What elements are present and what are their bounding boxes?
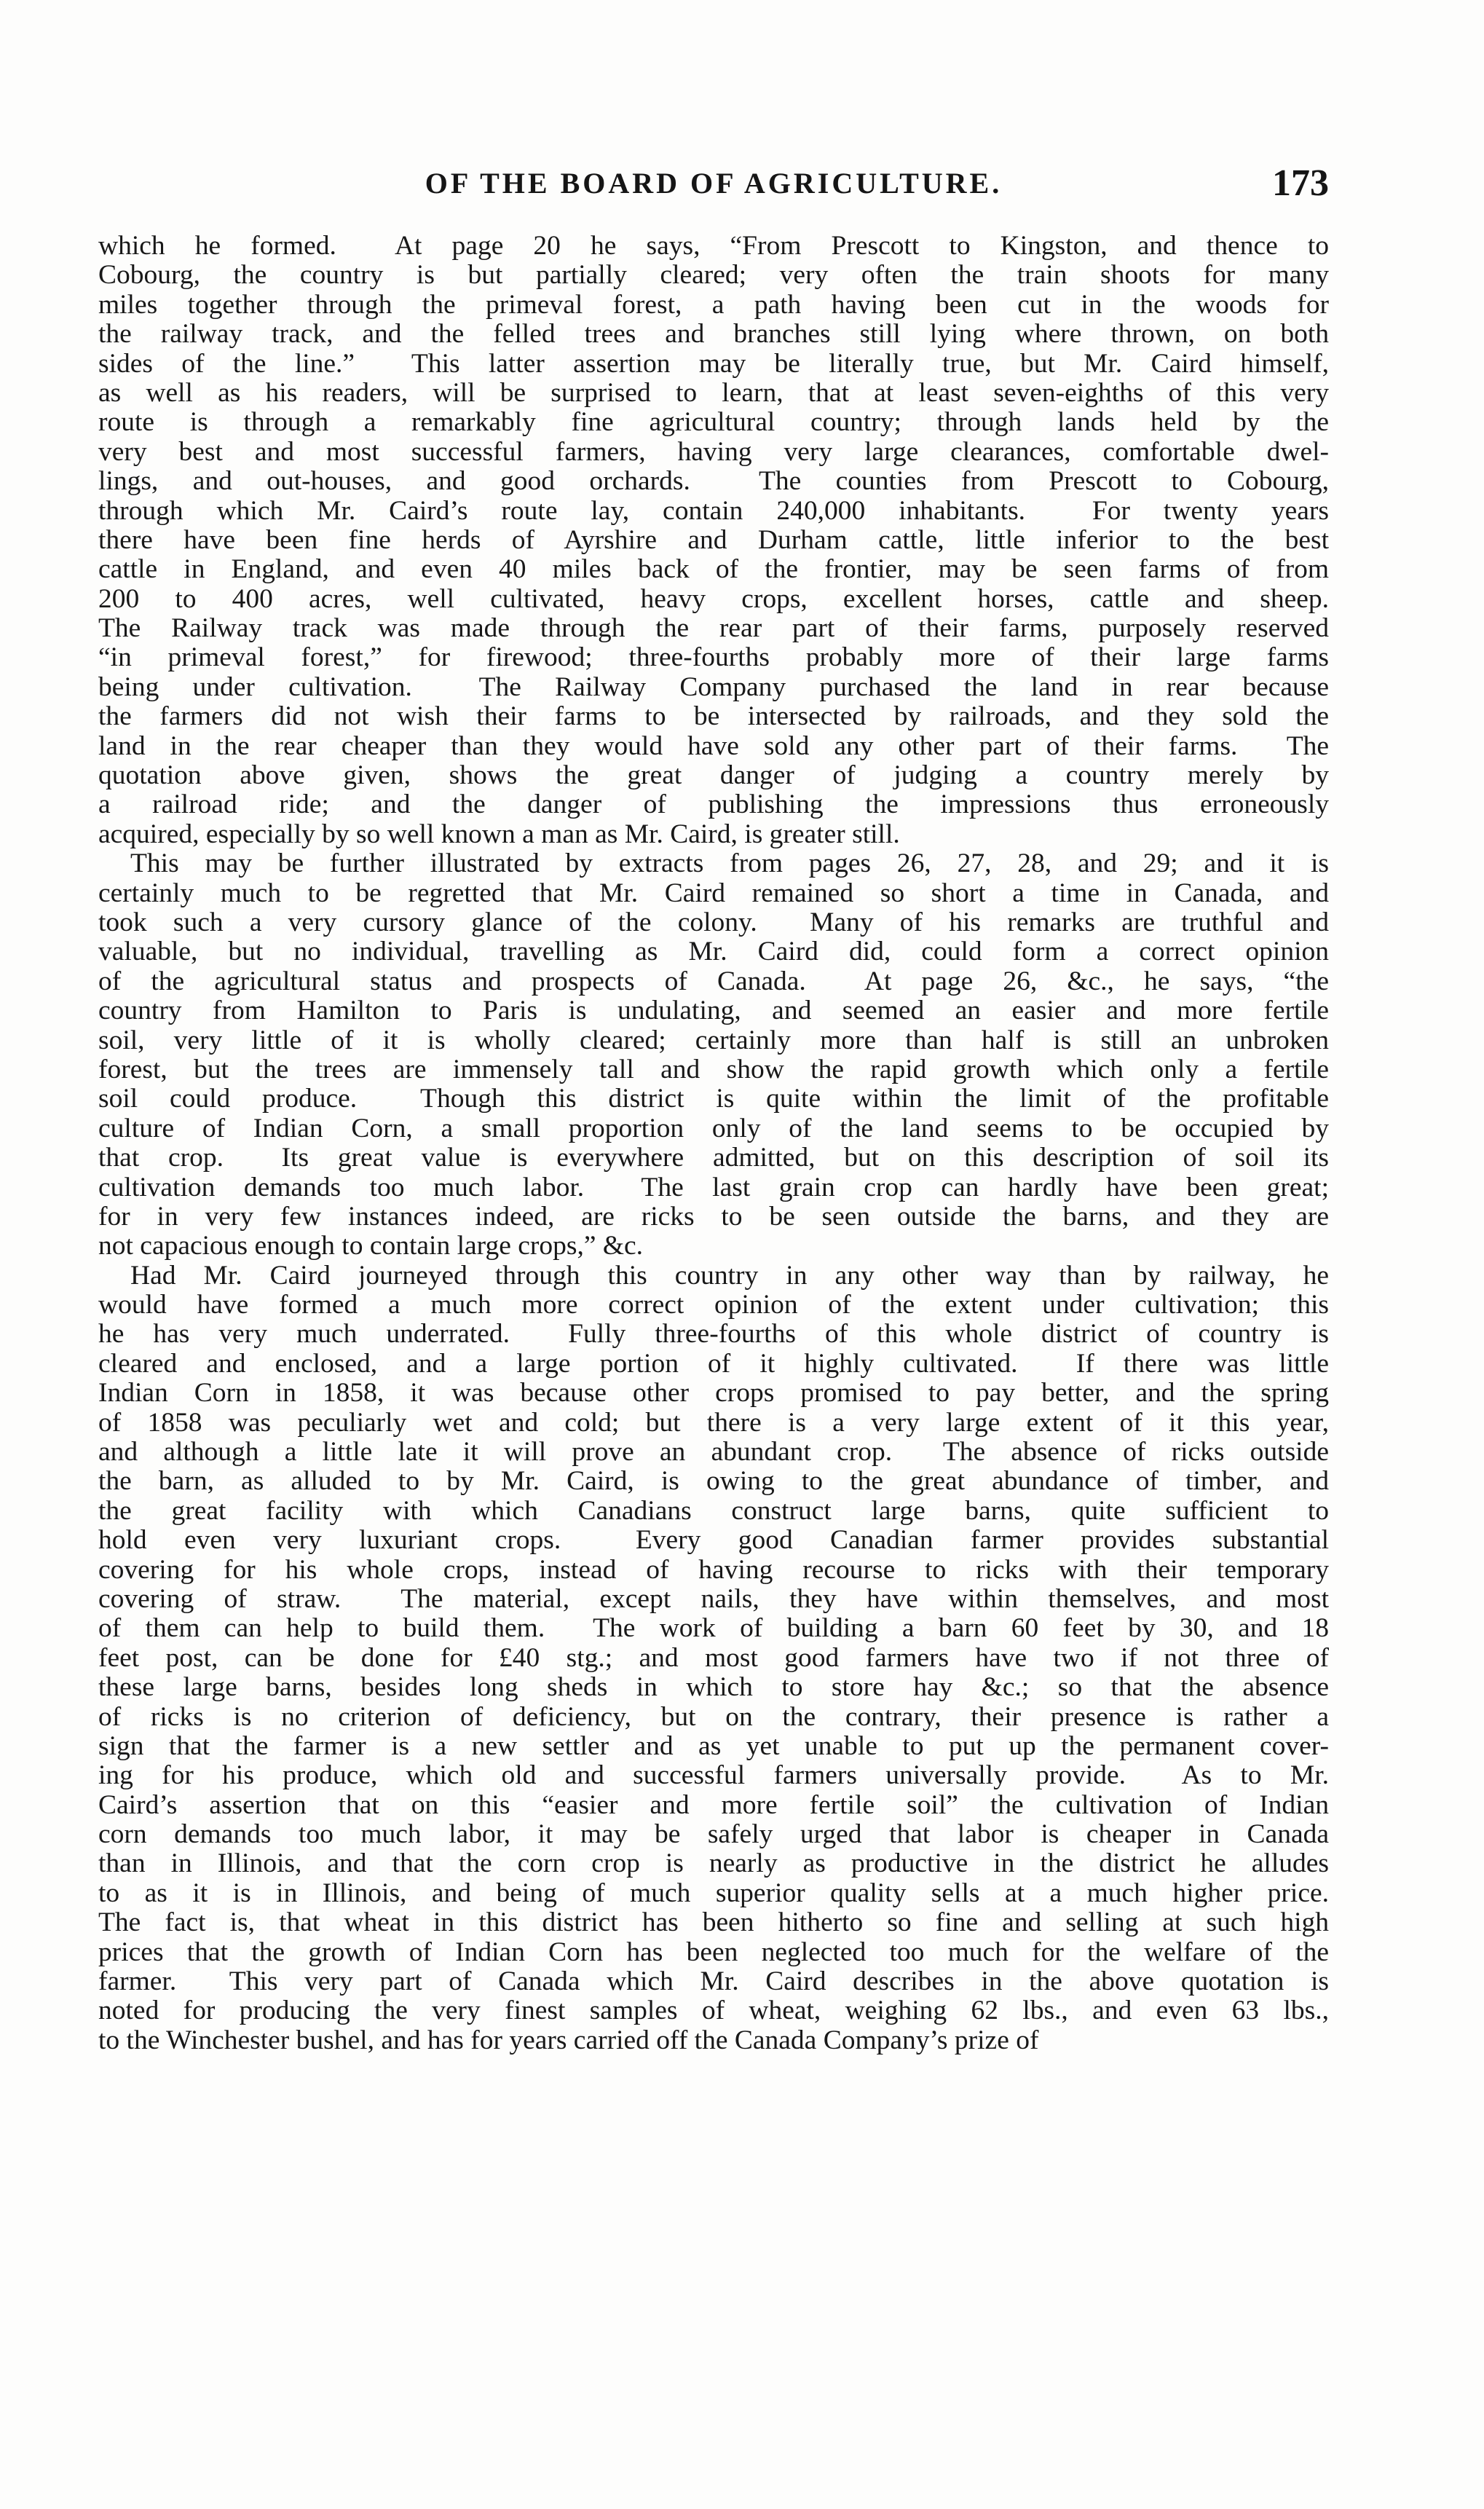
text-line: feet post, can be done for £40 stg.; and most good farmers have two if not three of (98, 1642, 1329, 1673)
text-line: and although a little late it will prove an abundant crop. The absence of ricks outside (98, 1437, 1329, 1468)
paragraph (98, 1261, 1329, 2056)
text-line: soil, very little of it is wholly cleared; certainly more than half is still an unbroken (98, 1025, 1329, 1055)
text-line: noted for producing the very finest samples of wheat, weighing 62 lbs., and even 63 lbs., (98, 1996, 1329, 2026)
text-line: the barn, as alluded to by Mr. Caird, is owing to the great abundance of timber, and (98, 1466, 1329, 1497)
text-line: through which Mr. Caird’s route lay, contain 240,000 inhabitants. For twenty years (98, 495, 1329, 526)
text-line: This may be further illustrated by extracts from pages 26, 27, 28, and 29; and it is (130, 848, 1329, 879)
text-line: very best and most successful farmers, having very large clearances, comfortable dwel- (98, 436, 1329, 467)
text-line: certainly much to be regretted that Mr. Caird remained so short a time in Canada, and (98, 878, 1329, 908)
text-line: which he formed. At page 20 he says, “From Prescott to Kingston, and thence to (98, 231, 1329, 261)
text-line: The fact is, that wheat in this district has been hitherto so fine and selling at such high (98, 1907, 1329, 1938)
text-line: country from Hamilton to Paris is undulating, and seemed an easier and more fertile (98, 996, 1329, 1026)
text-line: Caird’s assertion that on this “easier and more fertile soil” the cultivation of Indian (98, 1789, 1329, 1820)
text-line: miles together through the primeval forest, a path having been cut in the woods for (98, 289, 1329, 320)
text-line: would have formed a much more correct opinion of the extent under cultivation; this (98, 1290, 1329, 1320)
text-line: that crop. Its great value is everywhere admitted, but on this description of soil its (98, 1143, 1329, 1173)
text-line: ing for his produce, which old and successful farmers universally provide. As to Mr. (98, 1760, 1329, 1791)
text-line: than in Illinois, and that the corn crop is nearly as productive in the district he alludes (98, 1848, 1329, 1879)
text-line: took such a very cursory glance of the colony. Many of his remarks are truthful and (98, 907, 1329, 937)
text-line: to as it is in Illinois, and being of much superior quality sells at a much higher price. (98, 1878, 1329, 1908)
text-line: quotation above given, shows the great danger of judging a country merely by (98, 760, 1329, 791)
text-line: soil could produce. Though this district is quite within the limit of the profitable (98, 1084, 1329, 1114)
text-line: a railroad ride; and the danger of publishing the impressions thus erroneously (98, 789, 1329, 820)
paragraph (98, 849, 1329, 1261)
text-line: prices that the growth of Indian Corn has been neglected too much for the welfare of the (98, 1937, 1329, 1967)
text-line: 200 to 400 acres, well cultivated, heavy crops, excellent horses, cattle and sheep. (98, 583, 1329, 614)
text-line: there have been fine herds of Ayrshire and Durham cattle, little inferior to the best (98, 524, 1329, 555)
text-line: sign that the farmer is a new settler and as yet unable to put up the permanent cover- (98, 1730, 1329, 1761)
paragraph (98, 232, 1329, 849)
text-line: farmer. This very part of Canada which Mr. Caird describes in the above quotation is (98, 1966, 1329, 1997)
text-line: “in primeval forest,” for firewood; three-fourths probably more of their large farms (98, 642, 1329, 673)
text-line: being under cultivation. The Railway Company purchased the land in rear because (98, 671, 1329, 702)
text-line: to the Winchester bushel, and has for years carried off the Canada Company’s prize of (98, 2025, 1039, 2055)
text-line: for in very few instances indeed, are ricks to be seen outside the barns, and they are (98, 1201, 1329, 1232)
text-line: of them can help to build them. The work of building a barn 60 feet by 30, and 18 (98, 1613, 1329, 1644)
text-line: cleared and enclosed, and a large portion of it highly cultivated. If there was little (98, 1348, 1329, 1379)
text-line: of the agricultural status and prospects of Canada. At page 26, &c., he says, “the (98, 966, 1329, 996)
running-head: OF THE BOARD OF AGRICULTURE. (425, 167, 1003, 200)
text-line: culture of Indian Corn, a small proportion only of the land seems to be occupied by (98, 1113, 1329, 1143)
text-line: Had Mr. Caird journeyed through this country in any other way than by railway, he (130, 1260, 1329, 1291)
text-line: of 1858 was peculiarly wet and cold; but there is a very large extent of it this year, (98, 1407, 1329, 1438)
text-line: of ricks is no criterion of deficiency, but on the contrary, their presence is rather a (98, 1701, 1329, 1732)
text-line: forest, but the trees are immensely tall and show the rapid growth which only a fertile (98, 1054, 1329, 1084)
text-line: covering of straw. The material, except nails, they have within themselves, and most (98, 1583, 1329, 1614)
text-line: covering for his whole crops, instead of having recourse to ricks with their temporary (98, 1554, 1329, 1585)
text-line: as well as his readers, will be surprised to learn, that at least seven-eighths of this very (98, 377, 1329, 408)
text-line: not capacious enough to contain large crops,” &c. (98, 1231, 644, 1261)
text-line: route is through a remarkably fine agricultural country; through lands held by the (98, 407, 1329, 438)
text-line: land in the rear cheaper than they would have sold any other part of their farms. The (98, 730, 1329, 761)
text-line: he has very much underrated. Fully three-fourths of this whole district of country is (98, 1319, 1329, 1350)
text-line: hold even very luxuriant crops. Every good Canadian farmer provides substantial (98, 1525, 1329, 1556)
page-header (98, 162, 1329, 217)
text-line: Cobourg, the country is but partially cleared; very often the train shoots for many (98, 260, 1329, 291)
text-line: the great facility with which Canadians construct large barns, quite sufficient to (98, 1495, 1329, 1526)
text-line: The Railway track was made through the rear part of their farms, purposely reserved (98, 613, 1329, 644)
text-line: corn demands too much labor, it may be safely urged that labor is cheaper in Canada (98, 1819, 1329, 1850)
text-line: cultivation demands too much labor. The last grain crop can hardly have been great; (98, 1172, 1329, 1202)
text-line: the farmers did not wish their farms to be intersected by railroads, and they sold the (98, 701, 1329, 732)
text-line: lings, and out-houses, and good orchards. The counties from Prescott to Cobourg, (98, 466, 1329, 497)
text-line: cattle in England, and even 40 miles back of the frontier, may be seen farms of from (98, 554, 1329, 585)
page-number: 173 (1272, 162, 1329, 204)
text-line: sides of the line.” This latter assertion may be literally true, but Mr. Caird himself, (98, 348, 1329, 379)
body-text (98, 232, 1329, 2055)
text-line: the railway track, and the felled trees and branches still lying where thrown, on both (98, 319, 1329, 350)
text-line: valuable, but no individual, travelling as Mr. Caird did, could form a correct opinion (98, 937, 1329, 967)
text-line: Indian Corn in 1858, it was because other crops promised to pay better, and the spring (98, 1378, 1329, 1409)
text-line: acquired, especially by so well known a man as Mr. Caird, is greater still. (98, 819, 900, 849)
text-line: these large barns, besides long sheds in which to store hay &c.; so that the absence (98, 1672, 1329, 1703)
